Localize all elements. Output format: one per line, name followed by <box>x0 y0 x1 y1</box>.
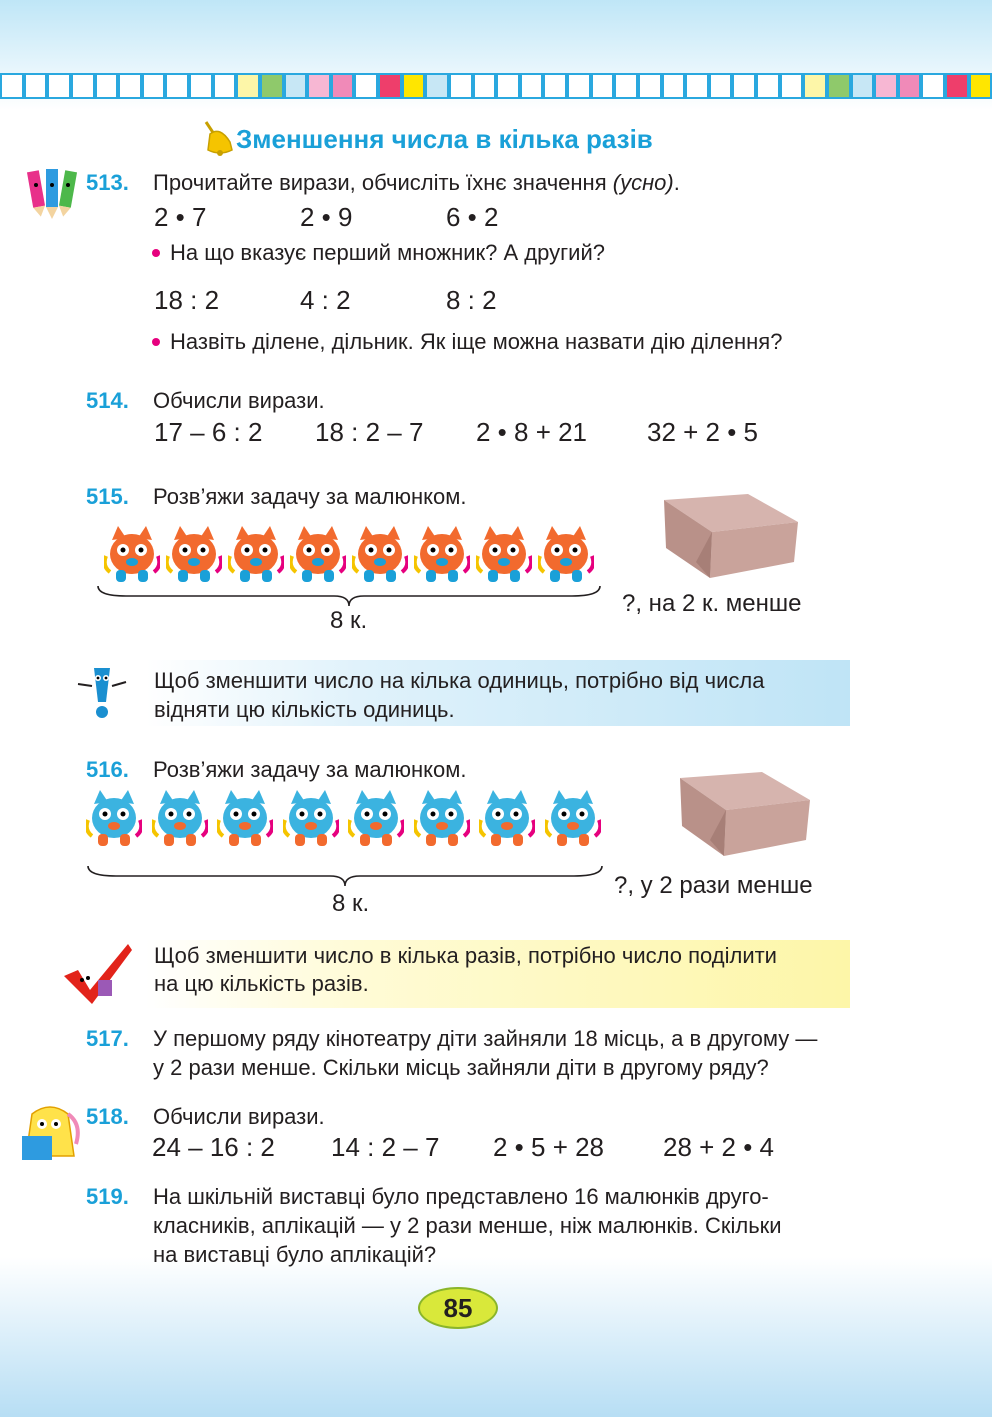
expression: 4 : 2 <box>300 285 351 315</box>
strip-cell <box>616 75 636 97</box>
cat-image <box>217 790 273 855</box>
expression: 2 • 9 <box>300 202 353 232</box>
exercise-text: Розв’яжи задачу за малюнком. <box>153 484 467 509</box>
cat-image <box>538 526 594 591</box>
cat-image <box>283 790 339 855</box>
strip-cell <box>498 75 518 97</box>
strip-cell <box>569 75 589 97</box>
expression: 2 • 7 <box>154 202 207 232</box>
strip-cell <box>262 75 282 97</box>
cat-image <box>479 790 535 855</box>
bell-icon <box>200 120 236 160</box>
page-number: 85 <box>418 1287 498 1329</box>
strip-cell <box>215 75 235 97</box>
strip-cell <box>404 75 424 97</box>
strip-cell <box>380 75 400 97</box>
strip-cell <box>640 75 660 97</box>
strip-cell <box>475 75 495 97</box>
strip-cell <box>144 75 164 97</box>
question-text: На що вказує перший множник? А другий? <box>170 240 605 265</box>
strip-cell <box>309 75 329 97</box>
strip-cell <box>829 75 849 97</box>
expression: 28 + 2 • 4 <box>663 1132 775 1162</box>
strip-cell <box>805 75 825 97</box>
backpack-icon <box>18 1104 84 1164</box>
expression: 2 • 5 + 28 <box>493 1132 605 1162</box>
strip-cell <box>451 75 471 97</box>
pencils-icon <box>22 165 84 221</box>
bullet <box>152 338 160 346</box>
strip-cell <box>333 75 353 97</box>
cat-image <box>152 790 208 855</box>
strip-cell <box>687 75 707 97</box>
exercise-number: 514. <box>86 388 129 413</box>
cat-image <box>348 790 404 855</box>
strip-cell <box>167 75 187 97</box>
cat-image <box>476 526 532 591</box>
section-title: Зменшення числа в кілька разів <box>236 124 653 154</box>
decorative-strip <box>0 73 992 99</box>
question-label: ?, на 2 к. менше <box>622 590 802 617</box>
exercise-text: Розв’яжи задачу за малюнком. <box>153 757 467 782</box>
expression: 18 : 2 <box>154 285 220 315</box>
strip-cell <box>734 75 754 97</box>
strip-cell <box>427 75 447 97</box>
strip-cell <box>593 75 613 97</box>
strip-cell <box>97 75 117 97</box>
strip-cell <box>782 75 802 97</box>
exercise-text: у 2 рази менше. Скільки місць зайняли діти в другому ряду? <box>153 1055 769 1080</box>
exercise-text: У першому ряду кінотеатру діти зайняли 18 місць, а в другому — <box>153 1026 818 1051</box>
strip-cell <box>238 75 258 97</box>
exercise-text: на виставці було аплікацій? <box>153 1242 437 1267</box>
strip-cell <box>664 75 684 97</box>
expression: 24 – 16 : 2 <box>152 1132 275 1162</box>
rule-text: відняти цю кількість одиниць. <box>154 697 455 722</box>
exercise-number: 513. <box>86 170 129 195</box>
cat-image <box>414 790 470 855</box>
checkmark-icon <box>60 940 136 1008</box>
bullet <box>152 249 160 257</box>
expression: 2 • 8 + 21 <box>476 417 588 447</box>
cat-image <box>414 526 470 591</box>
cat-image <box>104 526 160 591</box>
strip-cell <box>522 75 542 97</box>
strip-cell <box>2 75 22 97</box>
rule-text: на цю кількість разів. <box>154 971 369 996</box>
question-label: ?, у 2 рази менше <box>614 872 813 899</box>
strip-cell <box>758 75 778 97</box>
strip-cell <box>876 75 896 97</box>
cat-image <box>86 790 142 855</box>
cat-image <box>352 526 408 591</box>
strip-cell <box>120 75 140 97</box>
exercise-text: На шкільній виставці було представлено 16 малюнків друго- <box>153 1184 769 1209</box>
exercise-number: 519. <box>86 1184 129 1209</box>
count-label: 8 к. <box>330 607 368 634</box>
strip-cell <box>286 75 306 97</box>
count-label: 8 к. <box>332 890 370 917</box>
strip-cell <box>971 75 991 97</box>
exercise-number: 518. <box>86 1104 129 1129</box>
question-text: Назвіть ділене, дільник. Як іще можна назвати дію ділення? <box>170 329 783 354</box>
cat-image <box>228 526 284 591</box>
strip-cell <box>73 75 93 97</box>
strip-cell <box>900 75 920 97</box>
strip-cell <box>26 75 46 97</box>
strip-cell <box>356 75 376 97</box>
strip-cell <box>711 75 731 97</box>
exclamation-mark-icon <box>74 664 130 722</box>
expression: 32 + 2 • 5 <box>647 417 759 447</box>
brace <box>96 584 602 608</box>
exercise-text: Прочитайте вирази, обчисліть їхнє значення (усно). <box>153 170 680 195</box>
cat-image <box>290 526 346 591</box>
strip-cell <box>545 75 565 97</box>
exercise-text: класників, аплікацій — у 2 рази менше, ніж малюнків. Скільки <box>153 1213 782 1238</box>
cat-image <box>166 526 222 591</box>
exercise-number: 515. <box>86 484 129 509</box>
cat-image <box>545 790 601 855</box>
strip-cell <box>947 75 967 97</box>
expression: 18 : 2 – 7 <box>315 417 424 447</box>
expression: 8 : 2 <box>446 285 497 315</box>
exercise-number: 516. <box>86 757 129 782</box>
rule-text: Щоб зменшити число в кілька разів, потрібно число поділити <box>154 943 777 968</box>
strip-cell <box>923 75 943 97</box>
exercise-text: Обчисли вирази. <box>153 1104 325 1129</box>
expression: 14 : 2 – 7 <box>331 1132 440 1162</box>
bottom-background <box>0 1257 992 1417</box>
box-image <box>660 492 800 584</box>
strip-cell <box>49 75 69 97</box>
expression: 17 – 6 : 2 <box>154 417 263 447</box>
rule-text: Щоб зменшити число на кілька одиниць, потрібно від числа <box>154 668 765 693</box>
expression: 6 • 2 <box>446 202 499 232</box>
strip-cell <box>191 75 211 97</box>
box-image <box>676 770 812 862</box>
exercise-number: 517. <box>86 1026 129 1051</box>
exercise-text: Обчисли вирази. <box>153 388 325 413</box>
strip-cell <box>853 75 873 97</box>
brace <box>86 864 604 888</box>
